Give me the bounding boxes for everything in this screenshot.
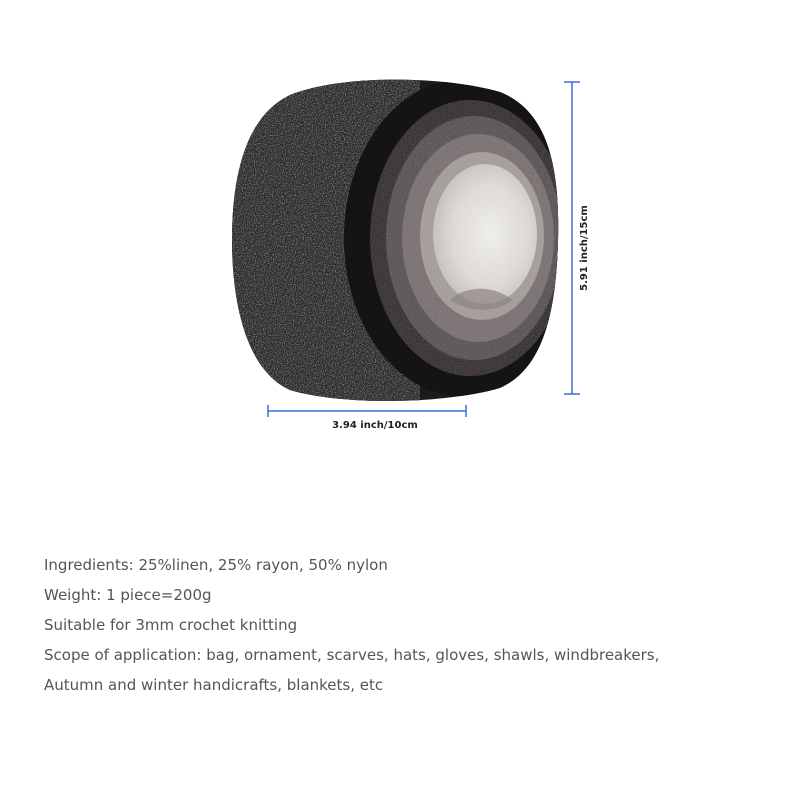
width-dimension-label: 3.94 inch/10cm — [332, 420, 418, 431]
spec-scope-continued: Autumn and winter handicrafts, blankets, etc — [44, 676, 384, 694]
height-dimension-line — [564, 82, 580, 394]
spec-ingredients: Ingredients: 25%linen, 25% rayon, 50% nylon — [44, 556, 388, 574]
height-dimension-label: 5.91 inch/15cm — [579, 205, 590, 291]
spec-weight: Weight: 1 piece=200g — [44, 586, 212, 604]
product-specs — [44, 552, 764, 702]
spec-suitable: Suitable for 3mm crochet knitting — [44, 616, 298, 634]
width-dimension-line — [268, 405, 466, 417]
yarn-cake-body — [220, 70, 580, 410]
spec-scope: Scope of application: bag, ornament, scarves, hats, gloves, shawls, windbreakers, — [44, 646, 660, 664]
